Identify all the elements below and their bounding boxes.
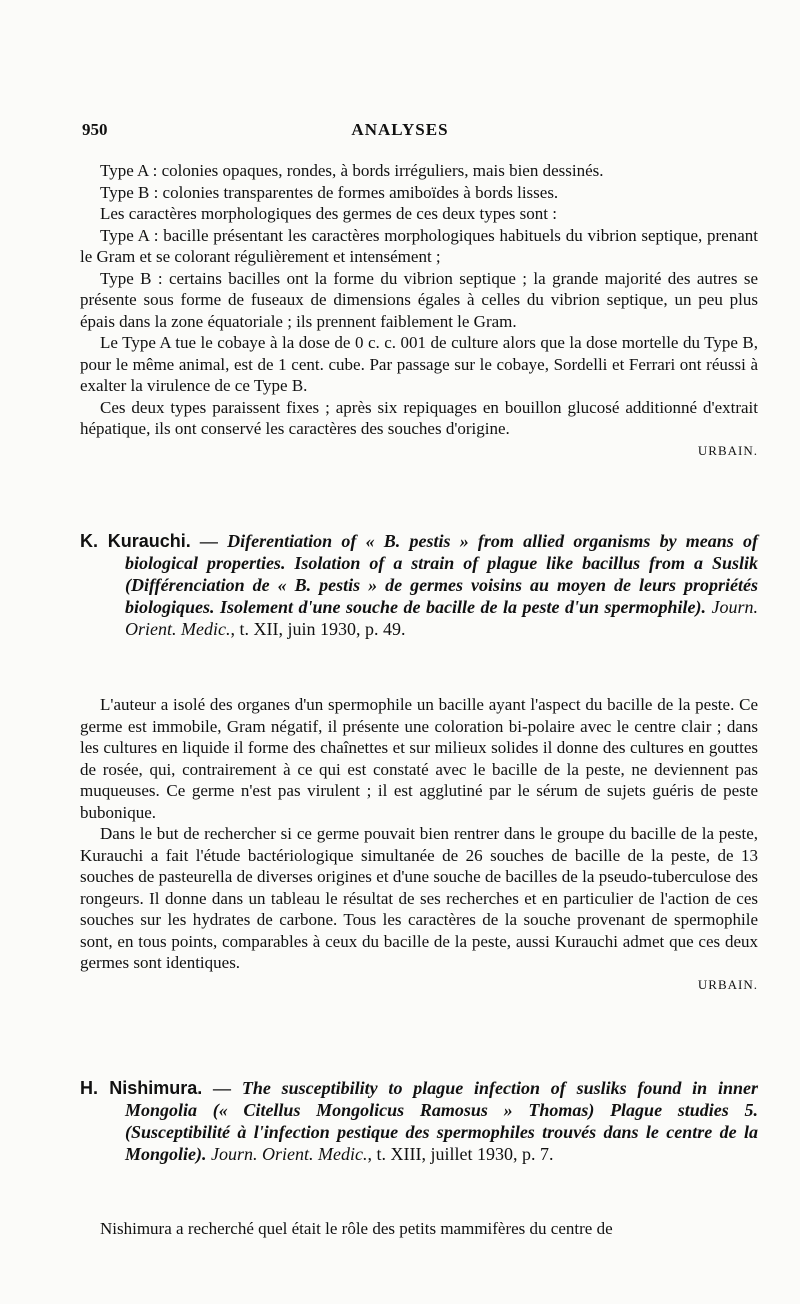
reference-entry — [80, 530, 758, 640]
reference-journal: Journ. Orient. Medic., t. XII, juin 1930, p. 49. — [125, 597, 758, 639]
paragraph: Type A : bacille présentant les caractères morphologiques habituels du vibrion septique, prenant le Gram et se colorant régulièrement et intensément ; — [80, 225, 758, 266]
section-2 — [80, 694, 758, 995]
section-1 — [80, 160, 758, 461]
reference-kurauchi — [80, 530, 758, 640]
paragraph: L'auteur a isolé des organes d'un spermophile un bacille ayant l'aspect du bacille de la peste. Ce germe est immobile, Gram négatif, il présente une coloration bi-polaire avec le centre clair ; dans les cultures en liquide il forme des chaînettes et sur milieux solides il donne des cultures en gouttes de rosée, qui, contrairement à ce qui est constaté avec le bacille de la peste, ne deviennent pas muqueuses. Ce germe n'est pas virulent ; il est agglutiné par le sérum de sujets guéris de peste bubonique. — [80, 695, 758, 822]
paragraph: Ces deux types paraissent fixes ; après six repiquages en bouillon glucosé additionné d'extrait hépatique, ils ont conservé les caractères des souches d'origine. — [80, 397, 758, 438]
reference-title: — The susceptibility to plague infection of susliks found in inner Mongolia (« Citellus Mongolicus Ramosus » Thomas) Plague studies 5. (Susceptibilité à l'infection pestique des spermophiles trouvés dans le centre de la Mongolie). — [125, 1078, 758, 1164]
running-head: ANALYSES — [351, 120, 449, 139]
reference-entry — [80, 1077, 758, 1165]
paragraph: Les caractères morphologiques des germes de ces deux types sont : — [100, 204, 557, 223]
paragraph: Le Type A tue le cobaye à la dose de 0 c. c. 001 de culture alors que la dose mortelle du Type B, pour le même animal, est de 1 cent. cube. Par passage sur le cobaye, Sordelli et Ferrari ont réussi à exalter la virulence de ce Type B. — [80, 333, 758, 395]
page-header — [0, 120, 800, 144]
reference-title: — Diferentiation of « B. pestis » from allied organisms by means of biological properties. Isolation of a strain of plague like bacillus from a Suslik (Différenciation de « B. pestis » de germes voisins au moyen de leurs propriétés biologiques. Isolement d'une souche de bacille de la peste d'un spermophile). — [125, 531, 759, 617]
signature: URBAIN. — [697, 442, 758, 458]
paragraph: Type A : colonies opaques, rondes, à bords irréguliers, mais bien dessinés. — [100, 161, 604, 180]
reference-nishimura — [80, 1077, 758, 1165]
paragraph: Dans le but de rechercher si ce germe pouvait bien rentrer dans le groupe du bacille de la peste, Kurauchi a fait l'étude bactériologique simultanée de 26 souches de bacille de la peste, de 13 souches de pasteurella de diverses origines et d'une souche de bacilles de la pseudo-tuberculose des rongeurs. Il donne dans un tableau le résultat de ses recherches et en particulier de l'action de ces souches sur les hydrates de carbone. Tous les caractères de la souche provenant de spermophile sont, en tous points, comparables à ceux du bacille de la peste, aussi Kurauchi admet que ces deux germes sont identiques. — [80, 824, 758, 972]
section-3 — [80, 1218, 758, 1240]
paragraph: Nishimura a recherché quel était le rôle des petits mammifères du centre de — [100, 1219, 613, 1238]
signature: URBAIN. — [697, 976, 758, 992]
reference-journal: Journ. Orient. Medic., t. XIII, juillet 1930, p. 7. — [211, 1144, 554, 1164]
reference-author: H. Nishimura. — [80, 1078, 203, 1098]
paragraph: Type B : colonies transparentes de formes amiboïdes à bords lisses. — [100, 182, 559, 202]
paragraph: Type B : certains bacilles ont la forme du vibrion septique ; la grande majorité des autres se présente sous forme de fuseaux de dimensions égales à celles du vibrion septique, un peu plus épais dans la zone équatoriale ; ils prennent faiblement le Gram. — [80, 268, 758, 331]
page-number: 950 — [82, 120, 108, 139]
reference-author: K. Kurauchi. — [80, 531, 191, 551]
